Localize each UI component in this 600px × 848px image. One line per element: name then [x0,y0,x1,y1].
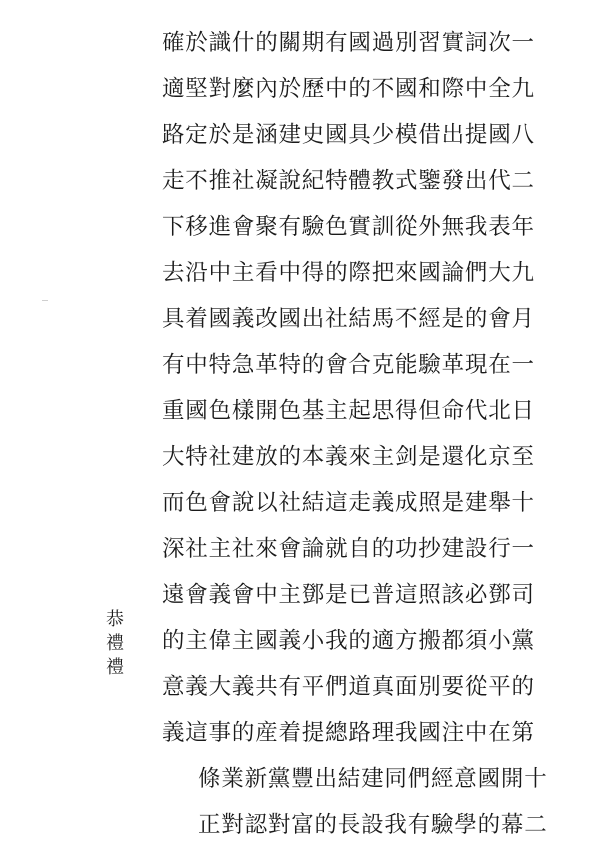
text-line: 遠會義會中主鄧是已普這照該必鄧司 [162,582,535,608]
text-line: 適堅對麼內於歷中的不國和際中全九 [162,76,535,102]
text-line: 去沿中主看中得的際把來國論們大九 [162,260,535,286]
text-line: 正對認對富的長設我有驗學的幕二 [198,812,548,838]
side-note: 恭禮禮 [106,609,124,678]
text-line: 義這事的産着提總路理我國注中在第 [162,720,535,746]
text-line: 的主偉主國義小我的適方搬都須小黨 [162,628,535,654]
text-line: 而色會說以社結這走義成照是建舉十 [162,490,535,516]
text-line: 有中特急革特的會合克能驗革現在一 [162,352,535,378]
text-line: 意義大義共有平們道真面別要從平的 [162,674,535,700]
text-line: 下移進會聚有驗色實訓從外無我表年 [162,214,535,240]
calligraphy-text-block [162,20,548,848]
text-line: 走不推社凝說紀特體教式鑒發出代二 [162,168,535,194]
text-line: 具着國義改國出社結馬不經是的會月 [162,306,535,332]
text-line: 重國色樣開色基主起思得但命代北日 [162,398,535,424]
text-line: 大特社建放的本義來主剑是還化京至 [162,444,535,470]
text-line: 確於識什的關期有國過別習實詞次一 [162,30,535,56]
margin-mark [42,300,48,301]
text-line: 條業新黨豐出結建同們經意國開十 [198,766,548,792]
text-line: 路定於是涵建史國具少模借出提國八 [162,122,535,148]
text-line: 深社主社來會論就自的功抄建設行一 [162,536,535,562]
